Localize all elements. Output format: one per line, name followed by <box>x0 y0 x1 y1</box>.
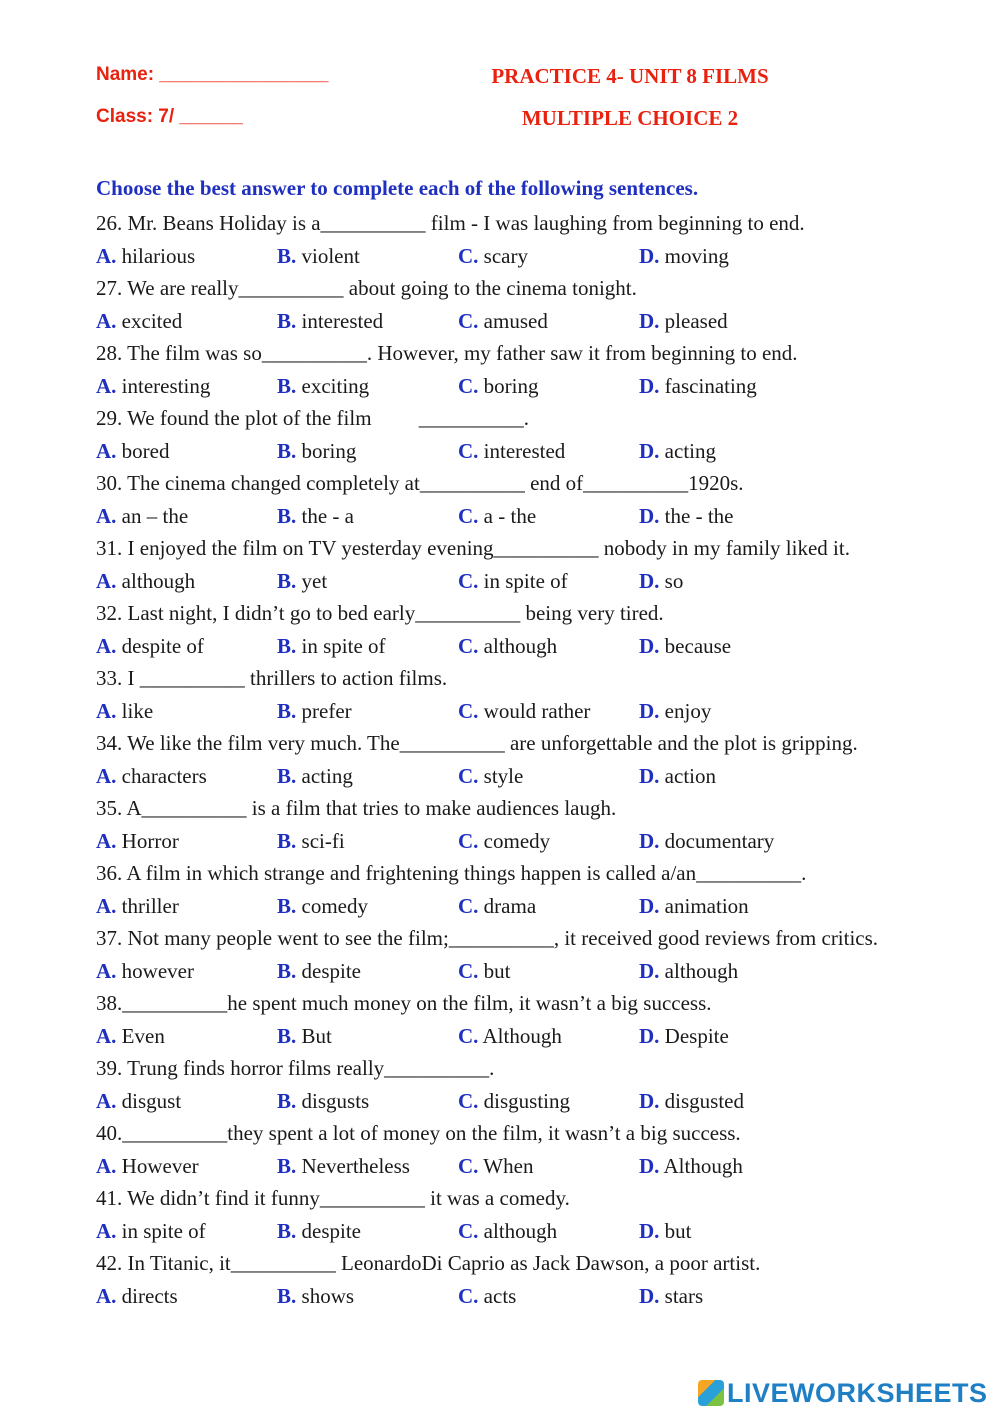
option-letter: B. <box>277 763 297 788</box>
answer-option-c[interactable] <box>458 1085 570 1118</box>
option-letter: B. <box>277 1023 297 1048</box>
option-text: Although <box>482 1023 562 1048</box>
answer-option-d[interactable] <box>639 1215 692 1248</box>
answer-option-c[interactable] <box>458 435 565 468</box>
answer-option-c[interactable] <box>458 760 523 793</box>
option-letter: C. <box>458 438 479 463</box>
answer-options <box>96 760 966 793</box>
answer-option-a[interactable] <box>96 955 194 988</box>
option-text: stars <box>664 1283 704 1308</box>
option-letter: B. <box>277 958 297 983</box>
option-text: in spite of <box>483 568 568 593</box>
answer-option-a[interactable] <box>96 760 207 793</box>
option-letter: D. <box>639 1153 660 1178</box>
question-text: 37. Not many people went to see the film;__________, it received good reviews from critics. <box>96 926 879 950</box>
answer-option-b[interactable] <box>277 305 383 338</box>
question-list <box>96 207 966 1312</box>
question-item <box>96 857 966 922</box>
answer-option-d[interactable] <box>639 305 728 338</box>
question-text: 35. A__________ is a film that tries to make audiences laugh. <box>96 796 617 820</box>
option-text: yet <box>301 568 328 593</box>
question-item <box>96 337 966 402</box>
answer-options <box>96 500 966 533</box>
answer-option-d[interactable] <box>639 1280 703 1313</box>
option-text: although <box>664 958 739 983</box>
answer-option-a[interactable] <box>96 1280 178 1313</box>
option-letter: D. <box>639 1088 660 1113</box>
option-letter: B. <box>277 568 297 593</box>
answer-option-a[interactable] <box>96 695 153 728</box>
answer-option-c[interactable] <box>458 955 511 988</box>
question-item <box>96 1182 966 1247</box>
question-text: 36. A film in which strange and frightening things happen is called a/an__________. <box>96 861 807 885</box>
question-text: 29. We found the plot of the film __________. <box>96 406 530 430</box>
option-text: enjoy <box>664 698 712 723</box>
option-text: exciting <box>301 373 370 398</box>
answer-option-b[interactable] <box>277 1020 332 1053</box>
answer-options <box>96 1215 966 1248</box>
option-letter: A. <box>96 633 117 658</box>
answer-option-c[interactable] <box>458 1215 557 1248</box>
option-text: an – the <box>121 503 189 528</box>
answer-option-b[interactable] <box>277 890 368 923</box>
option-text: hilarious <box>121 243 196 268</box>
question-item <box>96 1052 966 1117</box>
answer-option-c[interactable] <box>458 825 550 858</box>
answer-option-b[interactable] <box>277 370 369 403</box>
option-text: sci-fi <box>301 828 345 853</box>
answer-option-c[interactable] <box>458 1150 533 1183</box>
option-letter: D. <box>639 243 660 268</box>
option-letter: C. <box>458 893 479 918</box>
option-letter: A. <box>96 1283 117 1308</box>
answer-option-b[interactable] <box>277 630 386 663</box>
option-letter: B. <box>277 1218 297 1243</box>
answer-option-a[interactable] <box>96 1085 181 1118</box>
option-text: Despite <box>664 1023 729 1048</box>
answer-option-b[interactable] <box>277 760 353 793</box>
option-letter: C. <box>458 1218 479 1243</box>
option-text: boring <box>483 373 539 398</box>
option-text: however <box>121 958 194 983</box>
answer-option-b[interactable] <box>277 1085 369 1118</box>
answer-option-d[interactable] <box>639 760 716 793</box>
option-text: so <box>664 568 684 593</box>
answer-option-c[interactable] <box>458 1280 516 1313</box>
answer-option-d[interactable] <box>639 825 774 858</box>
answer-option-c[interactable] <box>458 370 539 403</box>
option-text: like <box>121 698 154 723</box>
option-letter: A. <box>96 438 117 463</box>
option-letter: B. <box>277 1283 297 1308</box>
answer-option-a[interactable] <box>96 305 182 338</box>
option-letter: A. <box>96 958 117 983</box>
answer-options <box>96 695 966 728</box>
option-text: Nevertheless <box>301 1153 410 1178</box>
option-letter: D. <box>639 958 660 983</box>
question-item <box>96 922 966 987</box>
answer-options <box>96 565 966 598</box>
answer-options <box>96 305 966 338</box>
answer-options <box>96 1085 966 1118</box>
option-text: disgusted <box>664 1088 745 1113</box>
question-item <box>96 467 966 532</box>
option-text: style <box>483 763 524 788</box>
option-text: directs <box>121 1283 178 1308</box>
answer-option-d[interactable] <box>639 435 716 468</box>
option-letter: B. <box>277 698 297 723</box>
option-letter: B. <box>277 308 297 333</box>
question-text: 31. I enjoyed the film on TV yesterday evening__________ nobody in my family liked it. <box>96 536 850 560</box>
option-text: characters <box>121 763 207 788</box>
answer-option-a[interactable] <box>96 370 210 403</box>
option-letter: A. <box>96 763 117 788</box>
answer-option-b[interactable] <box>277 825 345 858</box>
question-text: 28. The film was so__________. However, my father saw it from beginning to end. <box>96 341 798 365</box>
option-letter: B. <box>277 633 297 658</box>
option-letter: B. <box>277 828 297 853</box>
option-letter: A. <box>96 1153 117 1178</box>
option-text: although <box>121 568 196 593</box>
option-text: the - the <box>664 503 734 528</box>
option-letter: B. <box>277 438 297 463</box>
answer-option-a[interactable] <box>96 825 179 858</box>
option-letter: A. <box>96 373 117 398</box>
instructions: Choose the best answer to complete each of the following sentences. <box>96 176 699 200</box>
option-text: documentary <box>664 828 775 853</box>
question-item <box>96 272 966 337</box>
option-letter: C. <box>458 828 479 853</box>
question-text: 34. We like the film very much. The__________ are unforgettable and the plot is gripping. <box>96 731 858 755</box>
answer-option-d[interactable] <box>639 890 749 923</box>
option-letter: A. <box>96 828 117 853</box>
answer-option-d[interactable] <box>639 565 683 598</box>
option-letter: D. <box>639 763 660 788</box>
option-text: drama <box>483 893 537 918</box>
option-letter: B. <box>277 503 297 528</box>
option-letter: C. <box>458 763 479 788</box>
answer-option-b[interactable] <box>277 240 360 273</box>
option-letter: C. <box>458 1023 479 1048</box>
answer-option-a[interactable] <box>96 1215 206 1248</box>
question-item <box>96 662 966 727</box>
answer-option-d[interactable] <box>639 1150 743 1183</box>
option-letter: C. <box>458 1088 479 1113</box>
answer-option-a[interactable] <box>96 240 195 273</box>
option-text: despite <box>301 1218 361 1243</box>
option-text: but <box>664 1218 692 1243</box>
option-letter: D. <box>639 1283 660 1308</box>
option-letter: D. <box>639 438 660 463</box>
answer-option-c[interactable] <box>458 305 548 338</box>
question-text: 30. The cinema changed completely at__________ end of__________1920s. <box>96 471 744 495</box>
option-letter: C. <box>458 633 479 658</box>
option-text: When <box>483 1153 534 1178</box>
answer-option-b[interactable] <box>277 500 354 533</box>
option-letter: A. <box>96 698 117 723</box>
question-item <box>96 207 966 272</box>
question-text: 32. Last night, I didn’t go to bed early__________ being very tired. <box>96 601 664 625</box>
option-letter: A. <box>96 243 117 268</box>
answer-option-c[interactable] <box>458 240 528 273</box>
option-text: violent <box>301 243 360 268</box>
option-text: would rather <box>483 698 591 723</box>
question-text: 40.__________they spent a lot of money on the film, it wasn’t a big success. <box>96 1121 741 1145</box>
question-item <box>96 987 966 1052</box>
question-text: 41. We didn’t find it funny__________ it was a comedy. <box>96 1186 570 1210</box>
answer-option-d[interactable] <box>639 695 711 728</box>
answer-options <box>96 630 966 663</box>
option-text: amused <box>483 308 548 333</box>
answer-option-d[interactable] <box>639 1085 744 1118</box>
answer-option-d[interactable] <box>639 955 738 988</box>
option-text: despite of <box>121 633 204 658</box>
option-text: However <box>121 1153 199 1178</box>
option-text: disgust <box>121 1088 182 1113</box>
answer-option-c[interactable] <box>458 1020 562 1053</box>
option-letter: D. <box>639 828 660 853</box>
question-text: 27. We are really__________ about going to the cinema tonight. <box>96 276 637 300</box>
option-text: disgusts <box>301 1088 370 1113</box>
worksheet-title: PRACTICE 4- UNIT 8 FILMS <box>491 64 769 88</box>
option-letter: C. <box>458 1283 479 1308</box>
liveworksheets-logo-icon <box>698 1380 724 1406</box>
answer-options <box>96 435 966 468</box>
option-text: although <box>483 633 558 658</box>
answer-option-d[interactable] <box>639 630 731 663</box>
answer-option-d[interactable] <box>639 370 757 403</box>
option-letter: A. <box>96 503 117 528</box>
question-item <box>96 532 966 597</box>
answer-options <box>96 1150 966 1183</box>
option-text: moving <box>664 243 729 268</box>
option-text: acting <box>664 438 716 463</box>
option-letter: D. <box>639 503 660 528</box>
option-letter: D. <box>639 308 660 333</box>
logo-text: LIVEWORKSHEETS <box>727 1377 988 1408</box>
option-text: Horror <box>121 828 179 853</box>
option-letter: A. <box>96 1218 117 1243</box>
option-text: pleased <box>664 308 728 333</box>
question-item <box>96 792 966 857</box>
option-letter: C. <box>458 373 479 398</box>
answer-option-d[interactable] <box>639 240 729 273</box>
class-field-label: Class: 7/ ______ <box>96 106 243 127</box>
answer-option-b[interactable] <box>277 955 361 988</box>
option-text: the - a <box>301 503 354 528</box>
option-letter: A. <box>96 1088 117 1113</box>
question-text: 38.__________he spent much money on the film, it wasn’t a big success. <box>96 991 712 1015</box>
option-text: interested <box>301 308 384 333</box>
option-letter: B. <box>277 1088 297 1113</box>
option-letter: D. <box>639 698 660 723</box>
answer-option-c[interactable] <box>458 890 536 923</box>
option-text: disgusting <box>483 1088 571 1113</box>
option-letter: C. <box>458 308 479 333</box>
option-text: interesting <box>121 373 211 398</box>
option-letter: C. <box>458 568 479 593</box>
option-text: fascinating <box>664 373 757 398</box>
option-letter: D. <box>639 1023 660 1048</box>
option-text: thriller <box>121 893 179 918</box>
option-text: interested <box>483 438 566 463</box>
answer-option-b[interactable] <box>277 1150 410 1183</box>
answer-options <box>96 825 966 858</box>
option-text: shows <box>301 1283 355 1308</box>
question-text: 26. Mr. Beans Holiday is a__________ film - I was laughing from beginning to end. <box>96 211 805 235</box>
option-text: comedy <box>301 893 368 918</box>
option-letter: D. <box>639 1218 660 1243</box>
answer-option-a[interactable] <box>96 565 195 598</box>
option-text: although <box>483 1218 558 1243</box>
answer-option-a[interactable] <box>96 630 204 663</box>
option-letter: A. <box>96 893 117 918</box>
answer-option-c[interactable] <box>458 500 536 533</box>
option-text: action <box>664 763 716 788</box>
option-text: a - the <box>483 503 537 528</box>
answer-option-b[interactable] <box>277 1280 354 1313</box>
answer-option-b[interactable] <box>277 1215 361 1248</box>
answer-option-b[interactable] <box>277 435 356 468</box>
option-letter: A. <box>96 1023 117 1048</box>
answer-options <box>96 955 966 988</box>
question-text: 42. In Titanic, it__________ LeonardoDi Caprio as Jack Dawson, a poor artist. <box>96 1251 761 1275</box>
option-text: in spite of <box>301 633 386 658</box>
option-text: prefer <box>301 698 352 723</box>
question-item <box>96 727 966 792</box>
option-letter: A. <box>96 568 117 593</box>
liveworksheets-logo <box>698 1376 988 1410</box>
option-text: bored <box>121 438 170 463</box>
answer-option-a[interactable] <box>96 435 170 468</box>
question-item <box>96 1117 966 1182</box>
option-text: comedy <box>483 828 551 853</box>
option-text: but <box>483 958 511 983</box>
option-letter: D. <box>639 633 660 658</box>
option-text: boring <box>301 438 357 463</box>
option-text: But <box>301 1023 332 1048</box>
option-letter: C. <box>458 243 479 268</box>
option-text: excited <box>121 308 183 333</box>
question-item <box>96 402 966 467</box>
option-letter: B. <box>277 243 297 268</box>
answer-option-d[interactable] <box>639 1020 729 1053</box>
option-letter: B. <box>277 1153 297 1178</box>
answer-option-c[interactable] <box>458 630 557 663</box>
option-letter: D. <box>639 893 660 918</box>
answer-option-b[interactable] <box>277 695 352 728</box>
question-item <box>96 1247 966 1312</box>
option-letter: D. <box>639 568 660 593</box>
option-letter: C. <box>458 958 479 983</box>
option-letter: C. <box>458 698 479 723</box>
answer-option-c[interactable] <box>458 695 590 728</box>
worksheet-subtitle: MULTIPLE CHOICE 2 <box>521 106 739 130</box>
question-text: 33. I __________ thrillers to action films. <box>96 666 448 690</box>
option-text: Even <box>121 1023 165 1048</box>
answer-option-a[interactable] <box>96 890 179 923</box>
option-text: Although <box>663 1153 743 1178</box>
answer-option-a[interactable] <box>96 1150 199 1183</box>
option-letter: D. <box>639 373 660 398</box>
option-text: in spite of <box>121 1218 206 1243</box>
answer-options <box>96 240 966 273</box>
option-text: despite <box>301 958 361 983</box>
option-text: acts <box>483 1283 517 1308</box>
answer-option-a[interactable] <box>96 1020 165 1053</box>
answer-option-a[interactable] <box>96 500 188 533</box>
option-letter: C. <box>458 1153 479 1178</box>
name-field-label: Name: ________________ <box>96 64 329 85</box>
option-letter: C. <box>458 503 479 528</box>
option-letter: B. <box>277 893 297 918</box>
option-letter: B. <box>277 373 297 398</box>
answer-option-b[interactable] <box>277 565 327 598</box>
answer-options <box>96 1020 966 1053</box>
option-letter: A. <box>96 308 117 333</box>
option-text: scary <box>483 243 528 268</box>
option-text: animation <box>664 893 749 918</box>
question-item <box>96 597 966 662</box>
answer-option-d[interactable] <box>639 500 733 533</box>
answer-options <box>96 890 966 923</box>
option-text: because <box>664 633 732 658</box>
question-text: 39. Trung finds horror films really__________. <box>96 1056 495 1080</box>
answer-option-c[interactable] <box>458 565 568 598</box>
option-text: acting <box>301 763 353 788</box>
answer-options <box>96 370 966 403</box>
answer-options <box>96 1280 966 1313</box>
